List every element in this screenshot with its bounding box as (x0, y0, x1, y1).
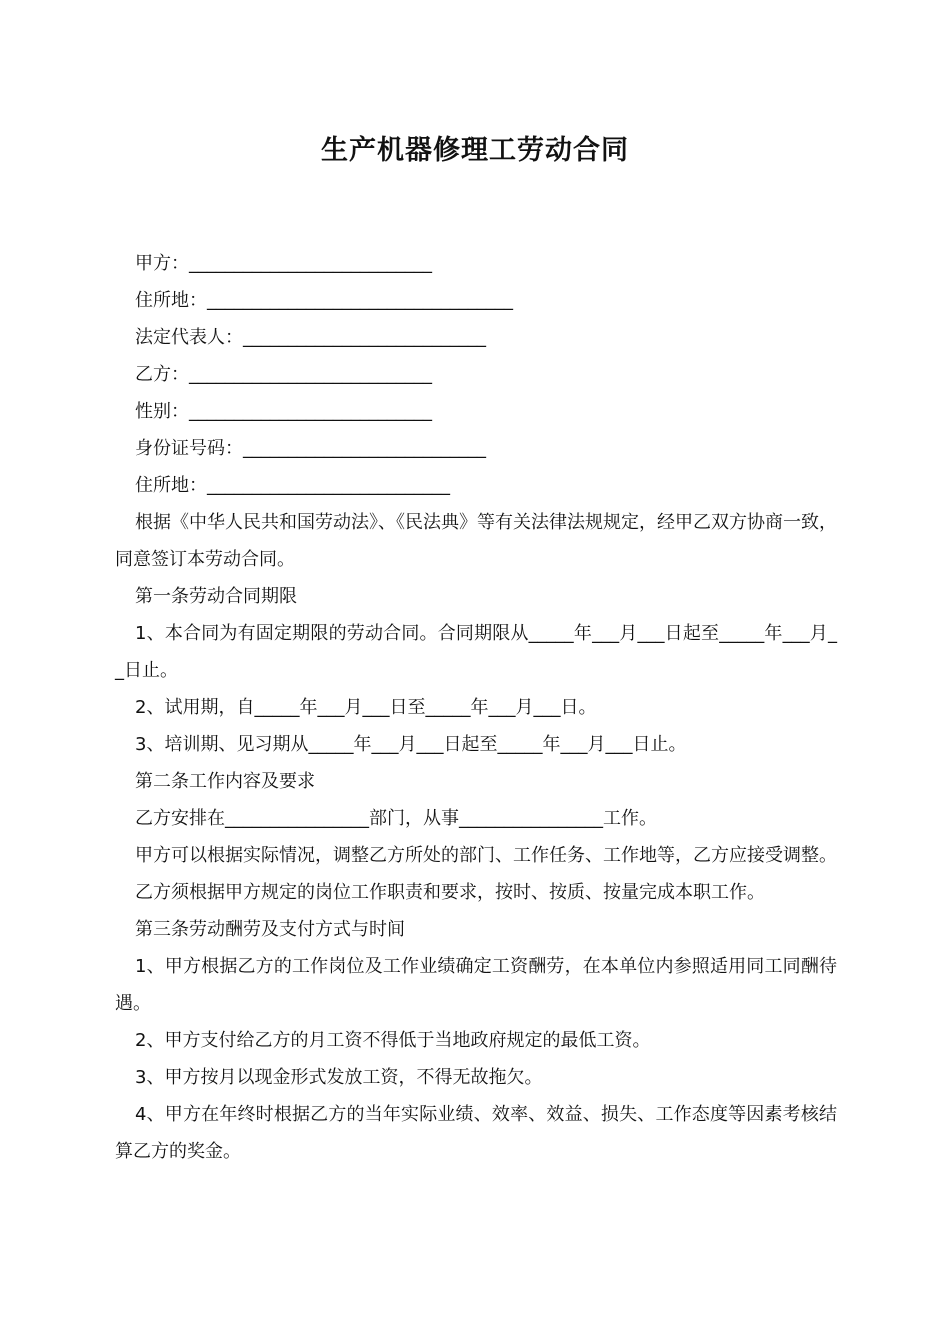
contract-body (115, 245, 837, 1170)
article-3-clause-1: 1、甲方根据乙方的工作岗位及工作业绩确定工资酬劳，在本单位内参照适用同工同酬待遇。 (115, 956, 837, 1014)
field-id-number: 身份证号码：___________________________ (135, 438, 486, 459)
article-3-heading: 第三条劳动酬劳及支付方式与时间 (135, 919, 405, 940)
article-3-clause-3: 3、甲方按月以现金形式发放工资，不得无故拖欠。 (135, 1067, 543, 1088)
article-1-heading: 第一条劳动合同期限 (135, 586, 297, 607)
field-legal-representative: 法定代表人：___________________________ (135, 327, 486, 348)
document-title: 生产机器修理工劳动合同 (321, 135, 629, 166)
article-3-clause-4: 4、甲方在年终时根据乙方的当年实际业绩、效率、效益、损失、工作态度等因素考核结算乙方的奖金。 (115, 1104, 837, 1162)
article-1-clause-1: 1、本合同为有固定期限的劳动合同。合同期限从_____年___月___日起至_____年___月__日止。 (115, 623, 837, 681)
field-gender: 性别：___________________________ (135, 401, 432, 422)
field-party-a-address: 住所地：__________________________________ (135, 290, 513, 311)
field-party-b-address: 住所地：___________________________ (135, 475, 450, 496)
article-2-heading: 第二条工作内容及要求 (135, 771, 315, 792)
article-3-clause-2: 2、甲方支付给乙方的月工资不得低于当地政府规定的最低工资。 (135, 1030, 651, 1051)
article-2-para-1: 乙方安排在________________部门，从事________________工作。 (135, 808, 657, 829)
field-party-a: 甲方：___________________________ (135, 253, 432, 274)
article-1-clause-3: 3、培训期、见习期从_____年___月___日起至_____年___月___日止。 (135, 734, 687, 755)
field-party-b: 乙方：___________________________ (135, 364, 432, 385)
article-1-clause-2: 2、试用期，自_____年___月___日至_____年___月___日。 (135, 697, 597, 718)
article-2-para-2: 甲方可以根据实际情况，调整乙方所处的部门、工作任务、工作地等，乙方应接受调整。 (135, 845, 837, 866)
preamble-paragraph: 根据《中华人民共和国劳动法》、《民法典》等有关法律法规规定，经甲乙双方协商一致，同意签订本劳动合同。 (115, 512, 837, 570)
article-2-para-3: 乙方须根据甲方规定的岗位工作职责和要求，按时、按质、按量完成本职工作。 (135, 882, 765, 903)
